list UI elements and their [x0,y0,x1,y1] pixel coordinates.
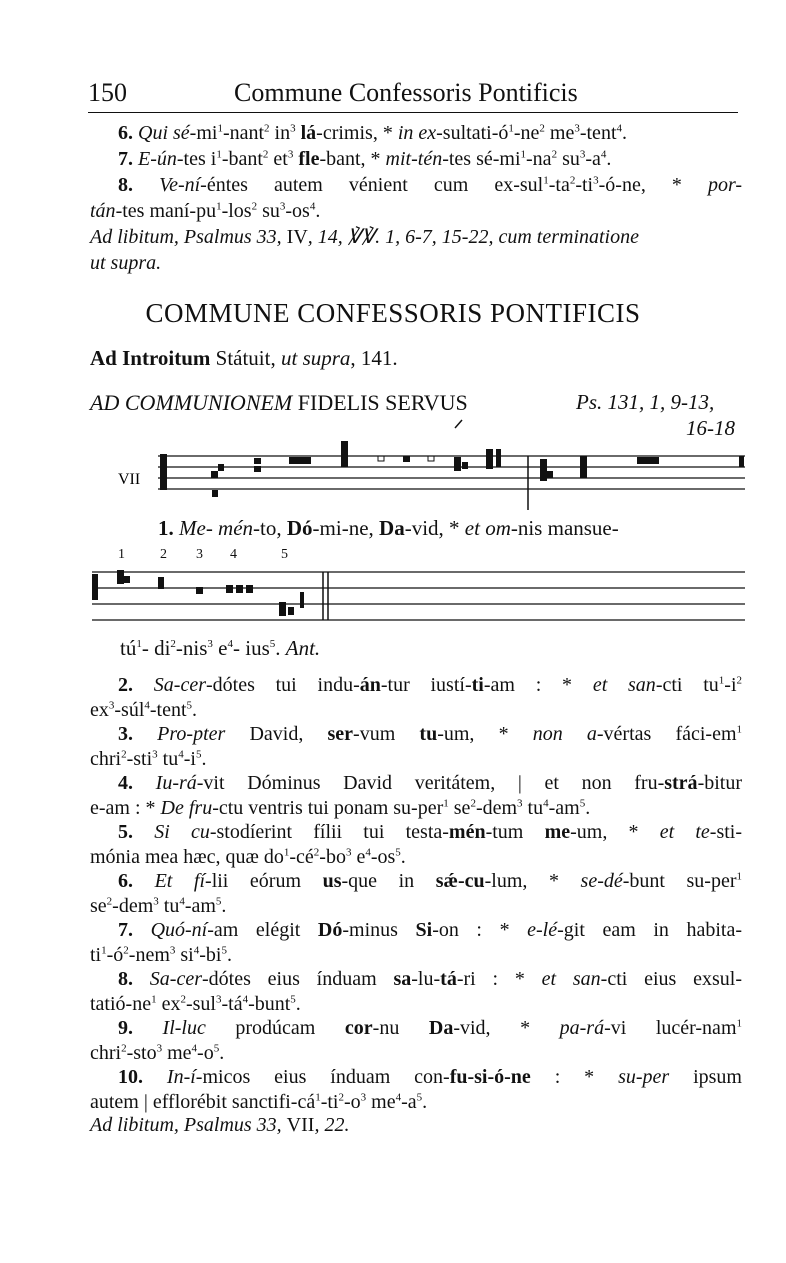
text-segment: -nis mansue- [510,516,619,540]
syllable-mark: 4 [309,200,316,213]
neumes-1 [160,420,744,497]
text-segment: e-lé [527,919,558,941]
introit-text: Státuit, [210,346,281,370]
note-text: , 14, ℣℣. 1, 6-7, 15-22, cum terminatione [307,226,639,248]
syllable-mark: 2 [170,638,176,650]
syllable-mark: 1 [136,638,142,650]
cadence-numbers [118,547,288,562]
syllable-mark: 1 [508,122,514,135]
text-segment: -o [197,1041,214,1064]
syllable-mark: 4 [616,122,622,135]
text-segment: -bo [319,845,346,868]
syllable-mark: 2 [569,174,576,187]
syllable-mark: 2 [180,992,186,1005]
text-segment: -o [343,1090,361,1113]
text-segment: -i [724,674,737,696]
text-segment: -stodíerint fílii tui testa- [209,821,449,843]
text-segment: in [269,122,291,144]
verse-number: 7. [118,919,133,941]
text-segment: tu [522,796,544,819]
text-segment: -lii eórum [205,870,323,892]
text-segment: -vértas fáci-em [596,723,737,745]
text-segment: sǽ-cu [435,870,485,892]
syllable-mark: 5 [215,894,222,907]
syllable-mark: 1 [443,796,449,809]
text-segment: -ri : * [456,968,542,990]
syllable-mark: 1 [736,870,742,883]
text-segment: -vum [353,723,420,745]
text-segment: -tur iustí- [380,674,472,696]
text-segment: -dótes tui indu- [205,674,360,696]
text-segment: -tum [485,821,545,843]
text-segment: . [219,1041,225,1064]
text-segment: e-am : * [90,796,161,819]
text-segment: lá [295,122,317,144]
text-segment: et san [592,674,656,696]
text-segment: mit-tén [385,148,443,170]
text-segment: -tent [579,122,617,144]
text-segment: e [351,845,366,868]
syllable-mark: 4 [191,1041,198,1054]
text-segment: -a [401,1090,417,1113]
text-segment: . [201,747,207,770]
syllable-mark: 1 [217,122,223,135]
text-segment: . [400,845,406,868]
text-segment: -cti eius exsul- [600,968,743,990]
chant-lyric-line-1 [158,516,619,541]
text-segment: . [226,943,232,966]
syllable-mark: 3 [207,638,213,650]
verse-number: 2. [118,674,133,696]
syllable-mark: 1 [151,992,157,1005]
text-segment: se [448,796,471,819]
text-segment: Si [415,919,433,941]
text-segment: -ó [106,943,124,966]
syllable-mark: 3 [215,992,222,1005]
text-segment: ti [471,674,484,696]
text-segment: se-dé [580,870,623,892]
text-segment: -bunt su-per [622,870,737,892]
text-segment: tu [419,723,438,745]
text-segment: se [90,894,107,917]
text-segment: tá [440,968,457,990]
syllable-mark: 2 [313,845,320,858]
text-segment: tu [157,747,179,770]
syllable-mark: 4 [193,943,200,956]
verse-number: 9. [118,1017,133,1039]
verse-line [90,697,742,723]
text-segment: mónia mea hæc, quæ do [90,845,284,868]
text-segment: om [485,516,511,540]
text-segment: -mi [189,122,218,144]
text-segment: mén [448,821,486,843]
text-segment: -i [183,747,196,770]
syllable-mark: 2 [338,1090,344,1103]
text-segment: et [464,516,486,540]
text-segment: Si cu [154,821,210,843]
running-title: Commune Confessoris Pontificis [234,78,578,107]
syllable-mark: 3 [290,122,296,135]
syllable-mark: 2 [121,747,127,760]
text-segment: David, [225,723,328,745]
text-segment: -súl [114,698,145,721]
syllable-mark: 4 [242,992,249,1005]
syllable-mark: 5 [195,747,202,760]
verse-line [90,746,742,772]
syllable-mark: 2 [262,148,269,161]
text-segment: -nis [175,636,208,660]
syllable-mark: 4 [144,698,150,711]
text-segment: . [295,992,301,1015]
text-segment: -dem [112,894,154,917]
text-segment: -cti tu [655,674,719,696]
psalm-reference: Ps. 131, 1, 9-13, [576,390,715,414]
text-segment: -bant [221,148,263,170]
text-segment: Dó [286,516,313,540]
text-segment: si [175,943,194,966]
text-segment: -na [526,148,552,170]
text-segment: pa-rá [559,1017,605,1039]
text-segment: - di [141,636,171,660]
verse-number: 8. [118,174,133,196]
text-segment: -am [184,894,216,917]
syllable-mark: 3 [153,894,159,907]
text-segment: e [212,636,228,660]
text-segment: -ti [575,174,594,196]
text-segment: -um, * [570,821,660,843]
text-segment: -git eam in habita- [557,919,743,941]
introit-page: , 141. [350,346,398,370]
text-segment: -ta [548,174,570,196]
syllable-mark: 5 [579,796,586,809]
text-segment: -to, [253,516,287,540]
note-roman: IV [286,226,308,248]
text-segment: Sa-cer [149,968,202,990]
verse-number: 7. [118,148,133,170]
psalm-note-2 [90,1112,742,1138]
syllable-mark: 5 [290,992,296,1005]
text-segment: . [606,148,612,170]
text-segment: -tá [221,992,243,1015]
text-segment: ipsum [669,1066,742,1088]
text-segment: -tent [149,698,187,721]
syllable-mark: 2 [264,122,270,135]
syllable-mark: 3 [593,174,599,187]
text-segment: -nant [222,122,265,144]
syllable-mark: 4 [179,894,185,907]
text-segment: ti [90,943,102,966]
text-segment: -os [285,200,310,222]
syllable-mark: 1 [216,200,222,213]
text-segment: -am elégit [207,919,318,941]
text-segment: fu-si-ó-ne [449,1066,531,1088]
verse-number: 6. [118,870,133,892]
text-segment: : * [530,1066,619,1088]
text-segment: Iu-rá [155,772,197,794]
text-segment: non a [532,723,597,745]
verse-line [90,893,742,919]
syllable-mark: 2 [539,122,545,135]
syllable-mark: 5 [395,845,401,858]
text-segment: -a [585,148,601,170]
cadence-number: 5 [281,547,288,562]
verse-line [90,1040,742,1066]
communion-label: AD COMMUNIONEM [90,390,293,415]
syllable-mark: 1 [315,1090,321,1103]
text-segment: -lu- [411,968,441,990]
text-segment: fle [293,148,320,170]
c-clef-icon [160,454,167,490]
text-segment: -ctu ventris tui ponam su-per [212,796,444,819]
text-segment: -vid, * [404,516,465,540]
text-segment: -ó-ne, * [598,174,708,196]
syllable-mark: 4 [227,638,233,650]
syllable-mark: 1 [718,674,725,687]
text-segment: De fru [160,796,213,819]
syllable-mark: 3 [279,200,286,213]
syllable-mark: 3 [108,698,115,711]
text-segment: et [268,148,288,170]
syllable-mark: 1 [101,943,107,956]
text-segment: Me- mén [179,516,254,540]
text-segment: por- [707,174,743,196]
verse-number: 5. [118,821,133,843]
text-segment: 1. [158,516,179,540]
text-segment: -bi [199,943,222,966]
text-segment: tú [120,636,137,660]
syllable-mark: 3 [287,148,294,161]
text-segment: -bitur [697,772,742,794]
text-segment: me [366,1090,396,1113]
text-segment: Da [428,1017,454,1039]
text-segment: . [622,122,627,144]
syllable-mark: 5 [213,1041,220,1054]
text-segment: me [544,821,571,843]
syllable-mark: 2 [736,674,743,687]
syllable-mark: 2 [106,894,113,907]
syllable-mark: 1 [736,1017,742,1030]
syllable-mark: 5 [416,1090,423,1103]
text-segment: -os [370,845,396,868]
text-segment: -tes sé-mi [442,148,521,170]
text-segment: tatió-ne [90,992,152,1015]
note-text: ut supra. [90,252,162,274]
syllable-mark: 3 [517,796,523,809]
verse-line [90,1089,742,1115]
neumes-2 [92,570,304,616]
text-segment: ex [90,698,109,721]
syllable-mark: 4 [365,845,371,858]
text-segment: -sul [185,992,216,1015]
text-segment: -on : * [432,919,528,941]
text-segment: -lum, * [484,870,581,892]
text-segment: ex [156,992,181,1015]
cadence-number: 4 [230,547,237,562]
text-segment: us [322,870,342,892]
note-text: , 22. [314,1114,350,1136]
text-segment: -am [548,796,580,819]
text-segment: -cé [289,845,314,868]
text-segment: -sti- [709,821,742,843]
introit-ut-supra: ut supra [280,346,351,370]
text-segment: -um, * [437,723,533,745]
text-segment: -mi-ne, [312,516,380,540]
text-segment: Et fí [154,870,206,892]
page-number: 150 [88,78,127,107]
text-segment: -am : * [483,674,593,696]
syllable-mark: 3 [152,747,158,760]
text-segment: -ne [513,122,540,144]
text-segment: -los [221,200,252,222]
text-segment: me [162,1041,192,1064]
text-segment: -minus [342,919,416,941]
note-text: Ad libitum, Psalmus 33, [90,1114,287,1136]
text-segment: -crimis, * [316,122,398,144]
syllable-mark: 5 [221,943,227,956]
syllable-mark: 2 [470,796,476,809]
text-segment: tán [90,200,116,222]
text-segment: In-í [166,1066,196,1088]
text-segment: Da [379,516,405,540]
text-segment: ser [327,723,354,745]
syllable-mark: 3 [156,1041,163,1054]
note-text: Ad libitum, Psalmus 33, [90,226,287,248]
staff-2 [92,572,745,620]
verse-line [90,942,742,968]
verse-number: 10. [118,1066,143,1088]
text-segment: Pro-pter [157,723,226,745]
verse-line [90,795,742,821]
staff-1 [158,456,745,510]
text-segment: -vid, * [453,1017,560,1039]
text-segment: -tes maní-pu [115,200,217,222]
note-roman: VII [286,1114,315,1136]
syllable-mark: 1 [520,148,527,161]
text-segment: . [221,894,227,917]
syllable-mark: 1 [283,845,290,858]
text-segment: su [557,148,580,170]
introit-label: Ad Introitum [90,346,211,370]
text-segment: Qui [138,122,173,144]
syllable-mark: 4 [395,1090,402,1103]
psalm-reference-cont: 16-18 [686,416,735,440]
text-segment: -sto [126,1041,157,1064]
syllable-mark: 3 [579,148,586,161]
text-segment: . [275,636,286,660]
text-segment: - ius [233,636,270,660]
text-segment: tu [158,894,180,917]
verse-line [90,844,742,870]
text-segment: án [359,674,381,696]
syllable-mark: 1 [543,174,549,187]
syllable-mark: 5 [269,638,276,650]
syllable-mark: 3 [574,122,580,135]
text-segment: Dó [317,919,343,941]
chant-lyric-line-2 [120,636,320,661]
verse-number: 8. [118,968,133,990]
syllable-mark: 4 [600,148,607,161]
syllable-mark: 2 [121,1041,127,1054]
text-segment: -vit Dóminus David veritátem, | et non fru- [196,772,665,794]
text-segment: -micos eius índuam con- [195,1066,450,1088]
verse-number: 3. [118,723,133,745]
text-segment: et san [541,968,601,990]
text-segment: . [585,796,591,819]
verse-line [90,991,742,1017]
text-segment: sé [173,122,190,144]
text-segment: -nem [128,943,170,966]
syllable-mark: 5 [186,698,193,711]
syllable-mark: 3 [345,845,352,858]
text-segment: -bant, * [319,148,386,170]
mode-label: VII [118,471,141,488]
syllable-mark: 4 [543,796,549,809]
section-title: COMMUNE CONFESSORIS PONTIFICIS [145,298,641,328]
syllable-mark: 2 [123,943,129,956]
text-segment: Ve-ní [159,174,201,196]
syllable-mark: 2 [251,200,258,213]
text-segment: -nu [372,1017,429,1039]
syllable-mark: 2 [551,148,558,161]
text-segment: sa [393,968,412,990]
syllable-mark: 1 [216,148,222,161]
communion-incipit: FIDELIS SERVUS [292,390,468,415]
text-segment: in ex [397,122,437,144]
text-segment: me [544,122,575,144]
text-segment: -que in [341,870,436,892]
text-segment: -ti [320,1090,339,1113]
text-segment: strá [664,772,698,794]
cadence-number: 3 [196,547,203,562]
syllable-mark: 3 [360,1090,367,1103]
text-segment: . [192,698,198,721]
cadence-number: 2 [160,547,167,562]
text-segment: cor [344,1017,373,1039]
text-segment: Ant. [285,636,321,660]
text-segment: Il-luc [162,1017,206,1039]
syllable-mark: 3 [169,943,176,956]
text-segment: chri [90,747,122,770]
text-segment: su-per [618,1066,670,1088]
text-segment: -éntes autem vénient cum ex-sul [200,174,544,196]
verse-number: 6. [118,122,133,144]
text-segment: -sti [126,747,153,770]
text-segment: -dótes eius índuam [202,968,394,990]
syllable-mark: 4 [178,747,184,760]
text-segment: -sultati-ó [436,122,509,144]
cadence-number: 1 [118,547,125,562]
verse-number: 4. [118,772,133,794]
text-segment: -bunt [248,992,291,1015]
text-segment: su [257,200,280,222]
text-segment: . [422,1090,428,1113]
syllable-mark: 1 [736,723,743,736]
text-segment: Sa-cer [153,674,206,696]
text-segment: E-ún [138,148,177,170]
text-segment: autem | efflorébit sanctifi-cá [90,1090,316,1113]
text-segment: et te [659,821,710,843]
text-segment: chri [90,1041,122,1064]
text-segment: Quó-ní [150,919,208,941]
text-segment: -tes i [176,148,217,170]
text-segment: -dem [475,796,518,819]
text-segment: -vi lucér-nam [604,1017,737,1039]
text-segment: . [315,200,321,222]
text-segment: prodúcam [205,1017,345,1039]
